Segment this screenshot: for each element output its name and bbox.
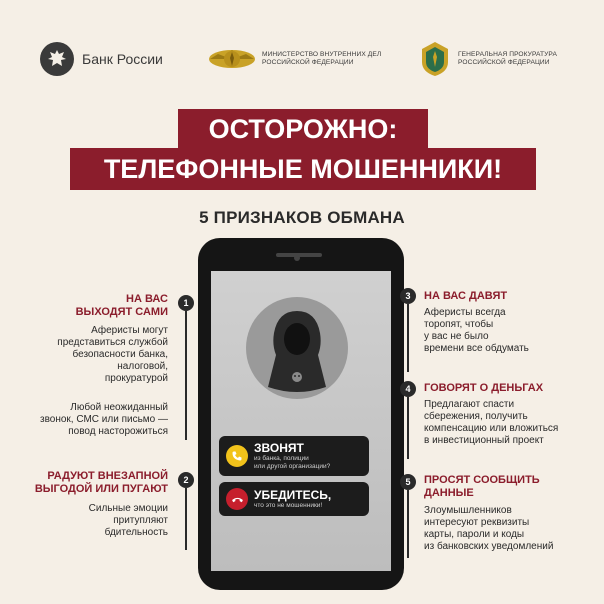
sign-4-text: Предлагают спасти сбережения, получить компенсацию или вложиться в инвестиционный проект: [424, 399, 559, 446]
sign-5-heading-1: ПРОСЯТ СООБЩИТЬ: [424, 474, 540, 486]
call2-title: УБЕДИТЕСЬ,: [254, 487, 332, 502]
sign-5-line: [407, 490, 409, 558]
cbr-name: Банк России: [82, 51, 163, 67]
mvd-emblem-icon: [208, 40, 256, 78]
call1-title: ЗВОНЯТ: [254, 440, 304, 455]
mvd-line1: МИНИСТЕРСТВО ВНУТРЕННИХ ДЕЛ: [262, 51, 382, 58]
sign-3-line: [407, 304, 409, 372]
sign-1-number: 1: [178, 295, 194, 311]
sign-1-text-2: Любой неожиданный звонок, СМС или письмо — повод насторожиться: [39, 402, 168, 437]
double-headed-eagle-icon: [40, 42, 74, 76]
sign-5-text: Злоумышленников интересуют реквизиты карты, пароли и коды из банковских уведомлений: [424, 505, 554, 552]
phone-decline-icon: [226, 488, 248, 510]
sign-2-line: [185, 488, 187, 550]
sign-3-heading: НА ВАС ДАВЯТ: [424, 290, 508, 302]
sign-1-line: [185, 311, 187, 440]
sign-1-heading-2: ВЫХОДЯТ САМИ: [75, 306, 168, 318]
gp-line1: ГЕНЕРАЛЬНАЯ ПРОКУРАТУРА: [458, 51, 557, 58]
mvd-line2: РОССИЙСКОЙ ФЕДЕРАЦИИ: [262, 59, 354, 66]
gp-line2: РОССИЙСКОЙ ФЕДЕРАЦИИ: [458, 59, 550, 66]
incoming-call-card: [219, 436, 369, 476]
sign-2-text: Сильные эмоции притупляют бдительность: [88, 503, 168, 538]
sign-2-heading-1: РАДУЮТ ВНЕЗАПНОЙ: [47, 470, 168, 482]
header-logos: [0, 38, 604, 82]
sign-5-number: 5: [400, 474, 416, 490]
call1-sub2: или другой организации?: [254, 462, 331, 470]
sign-1-text-1: Аферисты могут представиться службой безопасности банка, налоговой, прокуратурой: [57, 325, 168, 384]
sign-3-number: 3: [400, 288, 416, 304]
warning-call-card: [219, 482, 369, 516]
sign-2-number: 2: [178, 472, 194, 488]
cbr-logo: [40, 42, 163, 76]
phone-camera: [294, 255, 300, 261]
sign-3-text: Аферисты всегда торопят, чтобы у вас не было времени все обдумать: [424, 307, 529, 354]
prosecutor-emblem-icon: [418, 40, 452, 78]
subtitle: 5 ПРИЗНАКОВ ОБМАНА: [199, 208, 405, 227]
sign-5-heading-2: ДАННЫЕ: [424, 487, 474, 499]
sign-1-heading-1: НА ВАС: [126, 293, 168, 305]
call2-sub: что это не мошенники!: [254, 501, 323, 509]
gp-logo: [418, 40, 557, 78]
mvd-logo: [208, 40, 381, 78]
title-line-2: ТЕЛЕФОННЫЕ МОШЕННИКИ!: [70, 148, 536, 190]
phone-answer-icon: [226, 445, 248, 467]
sign-4-heading: ГОВОРЯТ О ДЕНЬГАХ: [424, 382, 544, 394]
call1-sub1: из банка, полиции: [254, 454, 309, 462]
sign-4-number: 4: [400, 381, 416, 397]
sign-2-heading-2: ВЫГОДОЙ ИЛИ ПУГАЮТ: [34, 483, 168, 495]
sign-4-line: [407, 397, 409, 459]
title-line-1: ОСТОРОЖНО:: [178, 109, 428, 149]
hooded-hacker-icon: [246, 297, 348, 399]
